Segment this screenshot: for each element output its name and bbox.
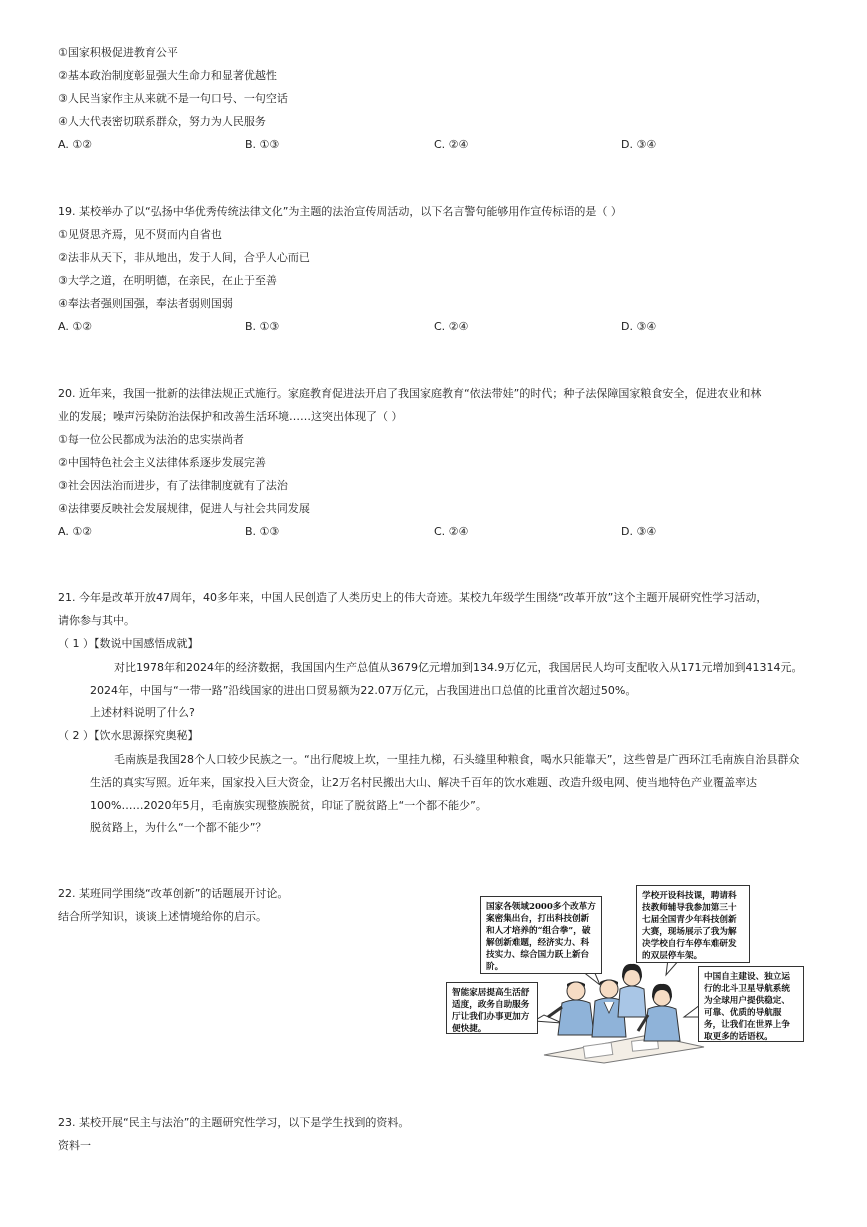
q21-part1-material: 对比1978年和2024年的经济数据，我国国内生产总值从3679亿元增加到134.9万亿元，我国居民人均可支配收入从171元增加到41314元。2024年，中国与“一带一路”沿线国家的进出口贸易额为22.07万亿元，占我国进出口总值的比重首次超过50%。 — [90, 661, 803, 697]
q19-option-b[interactable]: B. ①③ — [245, 320, 280, 333]
q19-stem: 19. 某校举办了以“弘扬中华优秀传统法律文化”为主题的法治宣传周活动，以下名言警句能够用作宣传标语的是（ ） — [58, 205, 622, 218]
q20-item-1: ①每一位公民都成为法治的忠实崇尚者 — [58, 433, 244, 446]
q18-option-c[interactable]: C. ②④ — [434, 138, 469, 151]
q18-item-3: ③人民当家作主从来就不是一句口号、一句空话 — [58, 92, 288, 105]
q20-item-4: ④法律要反映社会发展规律，促进人与社会共同发展 — [58, 502, 310, 515]
q22-stem: 22. 某班同学围绕“改革创新”的话题展开讨论。 — [58, 887, 289, 900]
q19-option-a[interactable]: A. ①② — [58, 320, 93, 333]
speech-bubble-national-reform: 国家各领域2000多个改革方案密集出台，打出科技创新和人才培养的“组合拳”，破解创新难题，经济实力、科技实力、综合国力跃上新台阶。 — [480, 896, 602, 974]
q18-item-1: ①国家积极促进教育公平 — [58, 46, 178, 59]
q18-option-a[interactable]: A. ①② — [58, 138, 93, 151]
q20-option-a[interactable]: A. ①② — [58, 525, 93, 538]
q20-option-c[interactable]: C. ②④ — [434, 525, 469, 538]
q23-material-label: 资料一 — [58, 1139, 91, 1152]
q22-illustration — [444, 885, 814, 1065]
q19-item-3: ③大学之道，在明明德，在亲民，在止于至善 — [58, 274, 277, 287]
q18-item-2: ②基本政治制度彰显强大生命力和显著优越性 — [58, 69, 277, 82]
q18-option-d[interactable]: D. ③④ — [621, 138, 657, 151]
q21-part2-material: 毛南族是我国28个人口较少民族之一。“出行爬坡上坎，一里挂九梯，石头缝里种粮食，喝水只能靠天”，这些曾是广西环江毛南族自治县群众生活的真实写照。近年来，国家投入巨大资金，让2万名村民搬出大山、解决千百年的饮水难题、改造升级电网、使当地特色产业覆盖率达100%……2020年5月，毛南族实现整族脱贫，印证了脱贫路上“一个都不能少”。 — [90, 753, 800, 812]
q21-stem-line2: 请你参与其中。 — [58, 614, 135, 627]
q20-option-b[interactable]: B. ①③ — [245, 525, 280, 538]
q21-part2-label: （ 2 ）【饮水思源探究奥秘】 — [58, 729, 199, 742]
q21-part1-label: （ 1 ）【数说中国感悟成就】 — [58, 637, 199, 650]
q19-item-1: ①见贤思齐焉，见不贤而内自省也 — [58, 228, 222, 241]
q21-part1-question: 上述材料说明了什么? — [90, 706, 195, 719]
q19-item-2: ②法非从天下，非从地出，发于人间，合乎人心而已 — [58, 251, 310, 264]
q21-part2-question: 脱贫路上，为什么“一个都不能少”？ — [90, 821, 267, 834]
q20-stem-line1: 20. 近年来，我国一批新的法律法规正式施行。家庭教育促进法开启了我国家庭教育“依法带娃”的时代；种子法保障国家粮食安全，促进农业和林 — [58, 387, 762, 400]
q20-option-d[interactable]: D. ③④ — [621, 525, 657, 538]
speech-bubble-beidou: 中国自主建设、独立运行的北斗卫星导航系统为全球用户提供稳定、可靠、优质的导航服务，让我们在世界上争取更多的话语权。 — [698, 966, 804, 1042]
speech-bubble-school-tech: 学校开设科技课，聘请科技教师辅导我参加第三十七届全国青少年科技创新大赛，现场展示了我为解决学校自行车停车难研发的双层停车架。 — [636, 885, 750, 963]
q18-option-b[interactable]: B. ①③ — [245, 138, 280, 151]
q21-stem-line1: 21. 今年是改革开放47周年，40多年来，中国人民创造了人类历史上的伟大奇迹。某校九年级学生围绕“改革开放”这个主题开展研究性学习活动， — [58, 591, 768, 604]
q19-option-d[interactable]: D. ③④ — [621, 320, 657, 333]
q20-stem-line2: 业的发展；噪声污染防治法保护和改善生活环境……这突出体现了（ ） — [58, 410, 403, 423]
q19-option-c[interactable]: C. ②④ — [434, 320, 469, 333]
q22-instruction: 结合所学知识，谈谈上述情境给你的启示。 — [58, 910, 267, 923]
q20-item-3: ③社会因法治而进步，有了法律制度就有了法治 — [58, 479, 288, 492]
q20-item-2: ②中国特色社会主义法律体系逐步发展完善 — [58, 456, 266, 469]
q19-item-4: ④奉法者强则国强，奉法者弱则国弱 — [58, 297, 233, 310]
speech-bubble-smart-home: 智能家居提高生活舒适度，政务自助服务厅让我们办事更加方便快捷。 — [446, 982, 538, 1034]
q23-stem: 23. 某校开展“民主与法治”的主题研究性学习，以下是学生找到的资料。 — [58, 1116, 410, 1129]
q18-item-4: ④人大代表密切联系群众，努力为人民服务 — [58, 115, 266, 128]
